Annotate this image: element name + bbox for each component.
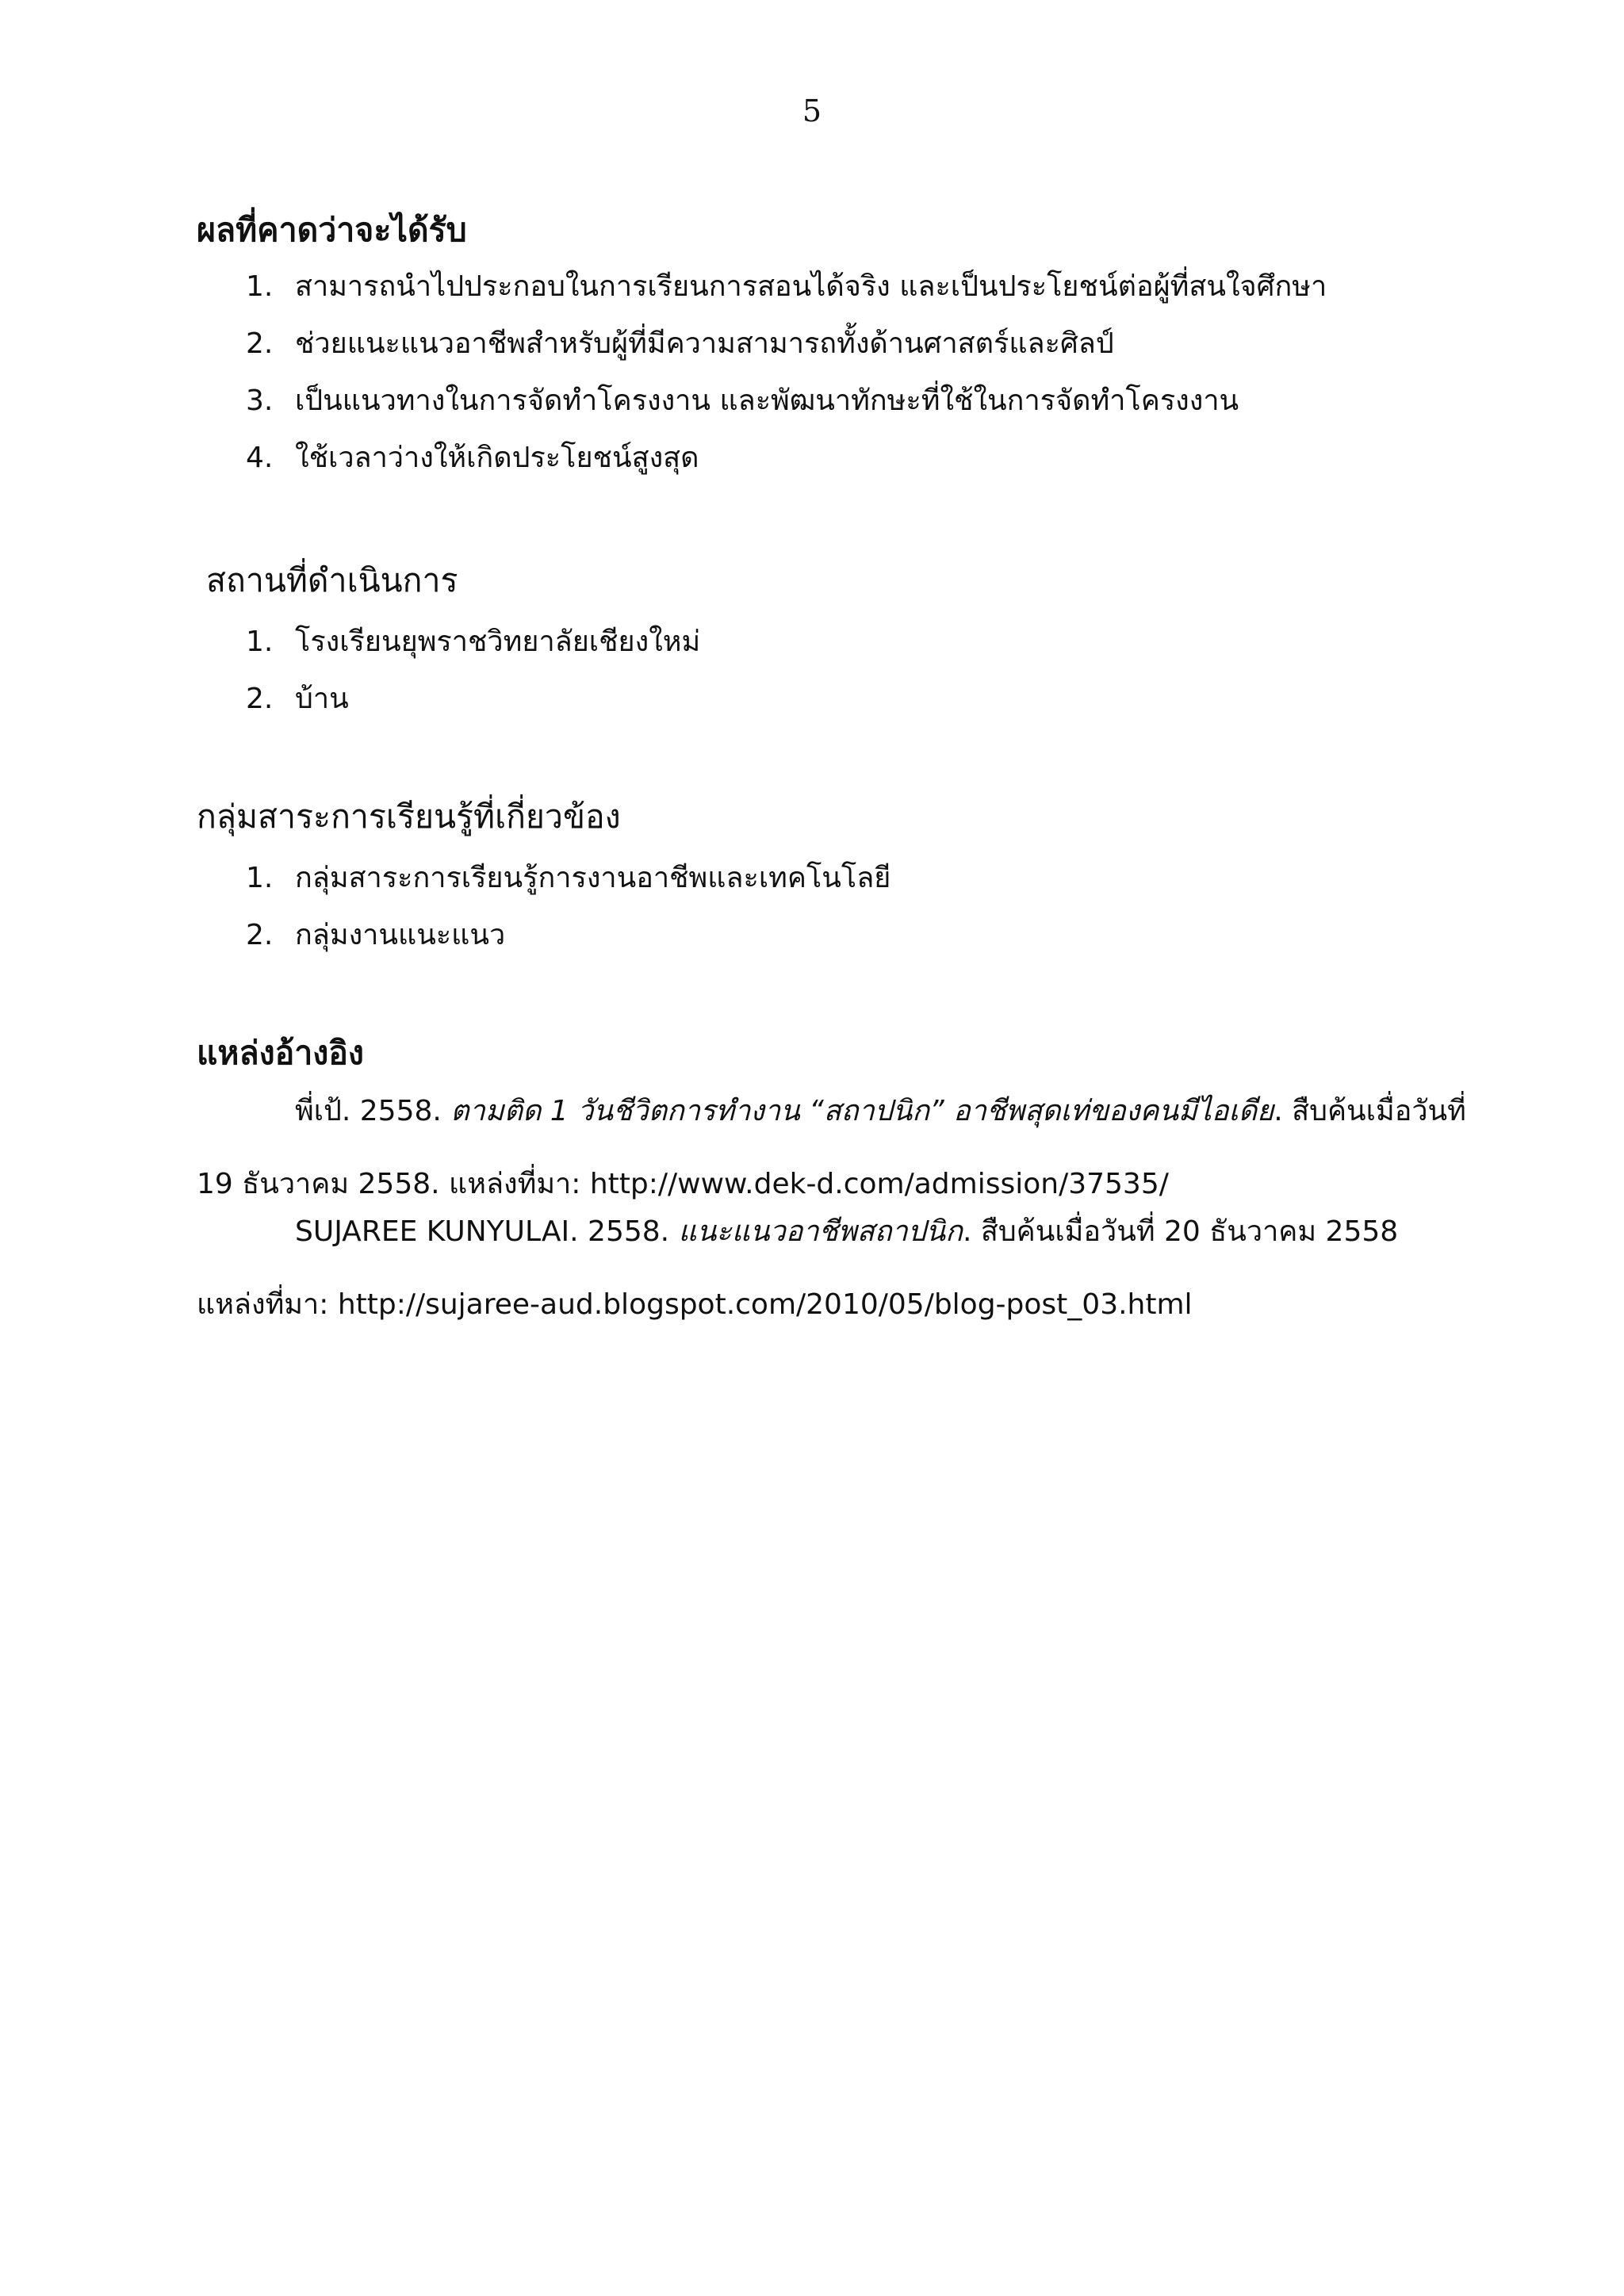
- list-text: สามารถนำไปประกอบในการเรียนการสอนได้จริง และเป็นประโยชน์ต่อผู้ที่สนใจศึกษา: [295, 270, 1327, 303]
- page-number: 5: [802, 94, 822, 128]
- reference-title: แนะแนวอาชีพสถาปนิก: [678, 1215, 963, 1248]
- reference-line: 19 ธันวาคม 2558. แหล่งที่มา: http://www.dek-d.com/admission/37535/: [197, 1168, 1169, 1200]
- subject-groups-heading: กลุ่มสาระการเรียนรู้ที่เกี่ยวข้อง: [197, 798, 621, 836]
- list-text: เป็นแนวทางในการจัดทำโครงงาน และพัฒนาทักษะที่ใช้ในการจัดทำโครงงาน: [295, 385, 1239, 417]
- location-heading: สถานที่ดำเนินการ: [206, 561, 458, 599]
- list-text: กลุ่มงานแนะแนว: [295, 919, 506, 951]
- list-text: กลุ่มสาระการเรียนรู้การงานอาชีพและเทคโนโลยี: [295, 862, 891, 894]
- list-number: 1.: [246, 862, 274, 894]
- reference-title: ตามติด 1 วันชีวิตการทำงาน “สถาปนิก” อาชีพสุดเท่ของคนมีไอเดีย: [450, 1095, 1274, 1127]
- reference-author: SUJAREE KUNYULAI. 2558.: [295, 1215, 679, 1248]
- list-text: บ้าน: [295, 683, 349, 715]
- references-heading: แหล่งอ้างอิง: [197, 1034, 364, 1072]
- list-number: 1.: [246, 270, 274, 303]
- list-number: 2.: [246, 919, 274, 951]
- list-number: 1.: [246, 626, 274, 658]
- reference-line: [197, 1089, 1466, 1134]
- reference-line: [197, 1210, 1434, 1254]
- reference-author: พี่เป้. 2558.: [295, 1095, 451, 1127]
- expected-results-heading: ผลที่คาดว่าจะได้รับ: [197, 211, 467, 249]
- reference-retrieved: . สืบค้นเมื่อวันที่ 20 ธันวาคม 2558: [962, 1215, 1399, 1248]
- list-text: ช่วยแนะแนวอาชีพสำหรับผู้ที่มีความสามารถทั้งด้านศาสตร์และศิลป์: [295, 327, 1114, 360]
- reference-line: แหล่งที่มา: http://sujaree-aud.blogspot.com/2010/05/blog-post_03.html: [197, 1288, 1193, 1321]
- list-number: 2.: [246, 683, 274, 715]
- list-number: 3.: [246, 385, 274, 417]
- reference-entry: [197, 1089, 1466, 1207]
- list-text: โรงเรียนยุพราชวิทยาลัยเชียงใหม่: [295, 626, 701, 658]
- reference-retrieved: . สืบค้นเมื่อวันที่: [1274, 1095, 1466, 1127]
- reference-entry: [197, 1210, 1434, 1327]
- list-number: 2.: [246, 327, 274, 360]
- list-text: ใช้เวลาว่างให้เกิดประโยชน์สูงสุด: [295, 442, 699, 474]
- list-number: 4.: [246, 442, 274, 474]
